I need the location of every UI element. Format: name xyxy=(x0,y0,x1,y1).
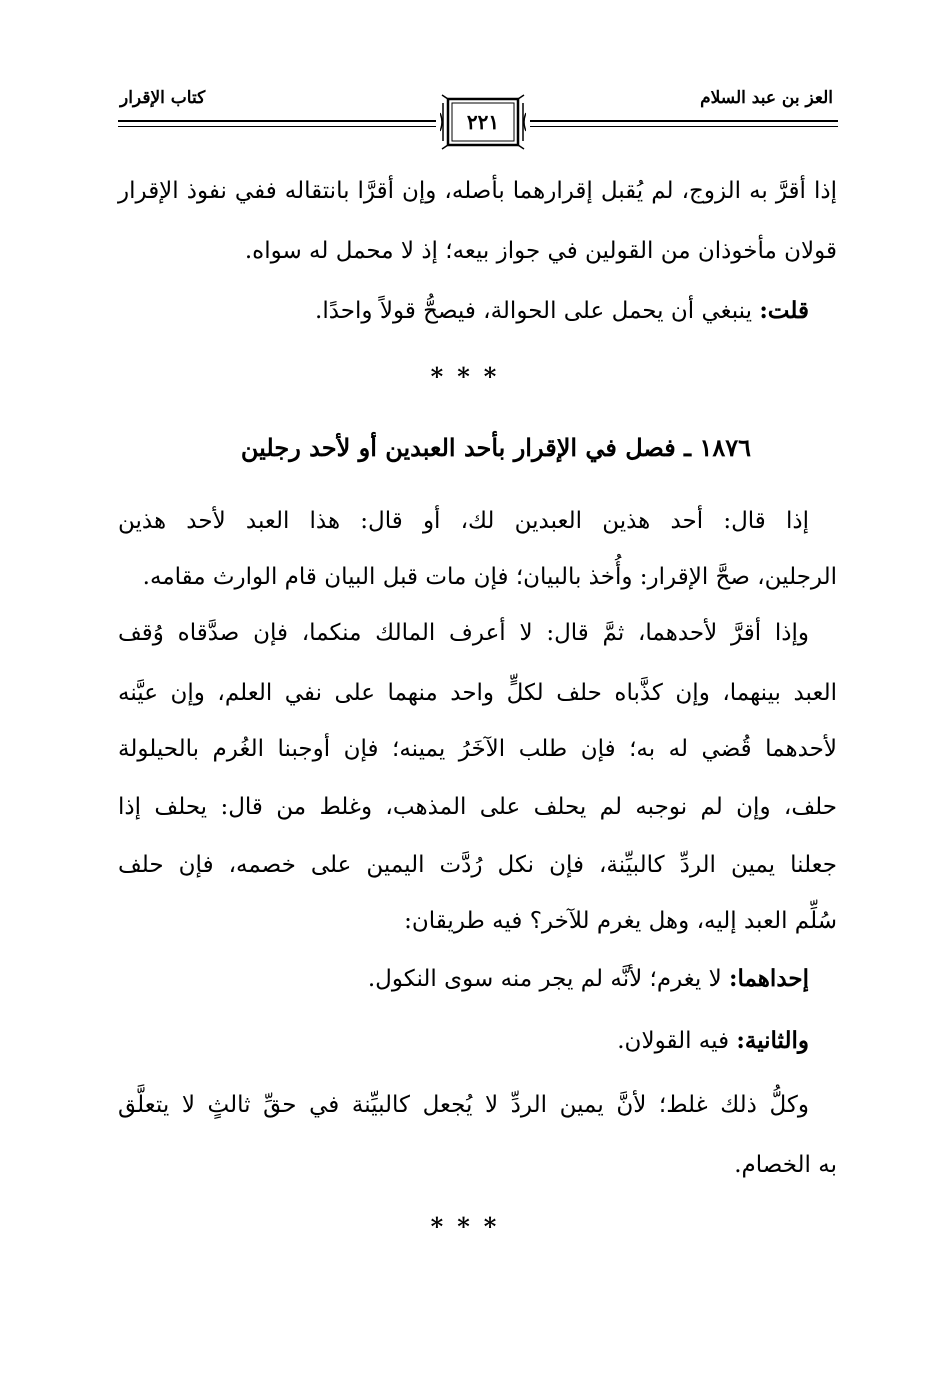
text-line xyxy=(368,962,809,996)
text-line: وكلُّ ذلك غلط؛ لأنَّ يمين الردِّ لا يُجعل كالبيِّنة في حقِّ ثالثٍ لا يتعلَّق xyxy=(118,1092,809,1118)
text-line: به الخصام. xyxy=(734,1152,837,1178)
text-line xyxy=(617,1024,809,1058)
text-line: إذا قال: أحد هذين العبدين لك، أو قال: هذا العبد لأحد هذين xyxy=(118,508,809,534)
text-line: حلف، وإن لم نوجبه لم يحلف على المذهب، وغلط من قال: يحلف إذا xyxy=(118,794,837,820)
text-line: وإذا أقرَّ لأحدهما، ثمَّ قال: لا أعرف المالك منكما، فإن صدَّقاه وُقف xyxy=(118,620,809,646)
item-text: لا يغرم؛ لأنَّه لم يجر منه سوى النكول. xyxy=(367,966,729,992)
header-rule-left-thin xyxy=(118,126,436,127)
header-rule-left xyxy=(118,120,436,122)
header-rule-right-thin xyxy=(530,126,838,127)
item-text: فيه القولان. xyxy=(617,1028,737,1054)
item-label: إحداهما: xyxy=(729,965,809,992)
text-line: جعلنا يمين الردِّ كالبيِّنة، فإن نكل رُدَّت اليمين على خصمه، فإن حلف xyxy=(118,852,837,878)
separator-stars: *** xyxy=(430,362,511,391)
separator-stars: *** xyxy=(430,1212,511,1241)
page-number: ٢٢١ xyxy=(466,110,500,134)
header-book-title: كتاب الإقرار xyxy=(120,88,206,108)
text-line xyxy=(315,294,809,328)
text-line: العبد بينهما، وإن كذَّباه حلف لكلٍّ واحد منهما على نفي العلم، وإن عيَّنه xyxy=(118,680,837,706)
text-line: قولان مأخوذان من القولين في جواز بيعه؛ إذ لا محمل له سواه. xyxy=(244,238,837,264)
text-line: لأحدهما قُضي له به؛ فإن طلب الآخَرُ يمينه؛ فإن أوجبنا الغُرم بالحيلولة xyxy=(118,736,837,762)
text-line: سُلِّم العبد إليه، وهل يغرم للآخر؟ فيه طريقان: xyxy=(404,908,837,934)
section-title: ١٨٧٦ ـ فصل في الإقرار بأحد العبدين أو لأحد رجلين xyxy=(240,433,751,462)
header-rule-right xyxy=(530,120,838,122)
note-text: ينبغي أن يحمل على الحوالة، فيصحُّ قولاً واحدًا. xyxy=(315,298,760,324)
text-line: إذا أقرَّ به الزوج، لم يُقبل إقرارهما بأصله، وإن أقرَّا بانتقاله ففي نفوذ الإقرار xyxy=(118,178,837,204)
text-line: الرجلين، صحَّ الإقرار: وأُخذ بالبيان؛ فإن مات قبل البيان قام الوارث مقامه. xyxy=(142,564,837,590)
page-number-frame xyxy=(440,93,526,151)
header-author: العز بن عبد السلام xyxy=(700,88,833,108)
item-label: والثانية: xyxy=(736,1027,809,1054)
note-label: قلت: xyxy=(759,297,809,324)
